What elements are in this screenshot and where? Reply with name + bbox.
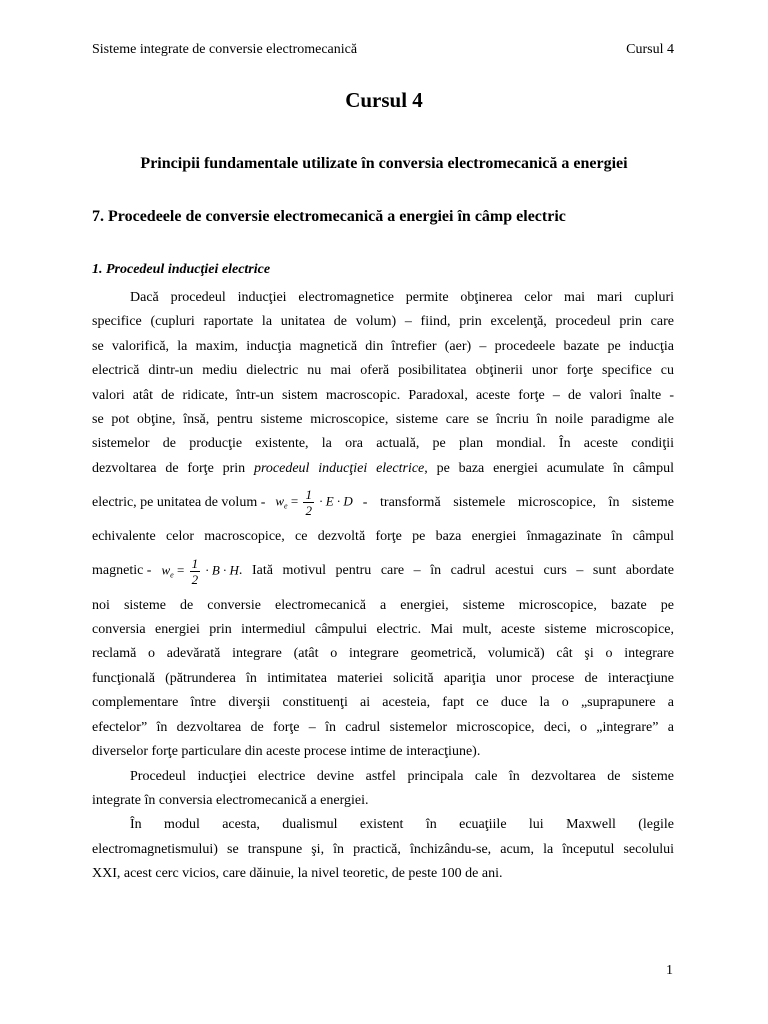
text-line: Procedeul inducţiei electrice devine astfel principala cale în dezvoltarea de sisteme: [130, 768, 674, 784]
fraction-denominator: 2: [191, 571, 199, 587]
emphasized-term: procedeul inducţiei electrice: [253, 460, 425, 476]
text-segment: . Iată motivul pentru care – în cadrul acestui curs – sunt abordate: [238, 563, 674, 579]
formula-energy-density-electric: [275, 487, 352, 519]
text-line: electrică dintr-un mediu dielectric nu mai oferă posibilitatea obţinerii unor forţe specifice cu: [92, 363, 674, 379]
formula-fraction: [190, 556, 201, 587]
text-line: se pot obţine, însă, pentru sisteme microscopice, sisteme care se încriu în noile paradigme ale: [92, 412, 674, 428]
formula-symbol: w: [161, 562, 171, 578]
formula-symbol: w: [275, 493, 285, 509]
formula-equals: =: [290, 493, 299, 509]
formula-line-1: [92, 481, 674, 525]
formula-energy-density-magnetic: [161, 556, 238, 588]
formula-subscript: e: [170, 570, 174, 580]
fraction-numerator: 1: [191, 555, 199, 571]
formula-line-2: [92, 550, 674, 594]
text-line: XXI, acest cerc vicios, care dăinuie, la nivel teoretic, de peste 100 de ani.: [92, 866, 503, 882]
text-segment: , pe baza energiei acumulate în câmpul: [424, 460, 674, 476]
text-line: valori atât de ridicate, într-un sistem macroscopic. Paradoxal, aceste forţe – de valori înalte -: [92, 387, 674, 403]
text-line: se valorifică, la maxim, inducţia magnetică din întrefier (aer) – procedeele bazate pe inducţia: [92, 338, 674, 354]
fraction-denominator: 2: [305, 503, 312, 519]
text-segment: magnetic -: [92, 563, 152, 579]
text-line: reclamă o adevărată integrare (atât o integrare geometrică, volumică) cât şi o integrare: [92, 646, 674, 662]
text-line: sistemelor de producţie existente, la ora actuală, pe plan mondial. În aceste condiţii: [92, 436, 674, 452]
text-line: integrate în conversia electromecanică a energiei.: [92, 792, 369, 808]
text-line: funcţională (pătrunderea în intimitatea materiei solicită apariţia unor procese de interacţiune: [92, 670, 674, 686]
running-header: [92, 42, 674, 58]
formula-rhs: · B · H: [205, 562, 239, 578]
body-text: [92, 286, 674, 887]
fraction-numerator: 1: [305, 487, 312, 503]
text-line: Dacă procedeul inducţiei electromagnetice permite obţinerea celor mai mari cupluri: [130, 290, 674, 305]
paragraph-3: [92, 813, 674, 886]
text-line: În modul acesta, dualismul existent în ecuaţiile lui Maxwell (legile: [130, 817, 674, 833]
text-line: specifice (cupluri raportate la unitatea de volum) – fiind, prin excelenţă, procedeul prin care: [92, 314, 674, 330]
text-line: diverselor forţe particulare din aceste procese intime de interacţiune).: [92, 744, 481, 760]
formula-rhs: · E · D: [319, 493, 353, 509]
text-segment: - transformă sistemele microscopice, în sisteme: [362, 495, 674, 511]
paragraph-1: [92, 286, 674, 765]
text-line: echivalente celor macroscopice, ce dezvoltă forţe pe baza energiei înmagazinate în câmpul: [92, 529, 674, 545]
page-title: Cursul 4: [345, 88, 423, 112]
text-line: [92, 457, 674, 481]
text-line: efectelor” în dezvoltarea de forţe – în cadrul sistemelor microscopice, deci, o „integrare” a: [92, 719, 674, 735]
header-course-number: Cursul 4: [626, 42, 674, 57]
page-subtitle: Principii fundamentale utilizate în conversia electromecanică a energiei: [140, 155, 628, 172]
text-line: noi sisteme de conversie electromecanică a energiei, sisteme microscopice, bazate pe: [92, 597, 674, 613]
text-line: complementare între diverşii constituenţi ai acesteia, fapt ce duce la o „suprapunere a: [92, 695, 674, 711]
paragraph-2: [92, 765, 674, 814]
formula-equals: =: [176, 562, 185, 578]
page-number: 1: [666, 963, 673, 978]
text-segment: dezvoltarea de forţe prin: [92, 460, 254, 476]
formula-fraction: [303, 487, 314, 518]
subsection-heading: 1. Procedeul inducţiei electrice: [92, 262, 271, 277]
header-course-title: Sisteme integrate de conversie electromecanică: [92, 42, 358, 57]
formula-subscript: e: [284, 501, 288, 511]
text-line: conversia energiei prin intermediul câmpului electric. Mai mult, aceste sisteme microscopice,: [92, 622, 674, 638]
section-heading: 7. Procedeele de conversie electromecanică a energiei în câmp electric: [92, 208, 566, 225]
text-line: electromagnetismului) se transpune şi, în practică, închizându-se, acum, la începutul secolului: [92, 841, 674, 857]
text-segment: electric, pe unitatea de volum -: [92, 495, 266, 511]
